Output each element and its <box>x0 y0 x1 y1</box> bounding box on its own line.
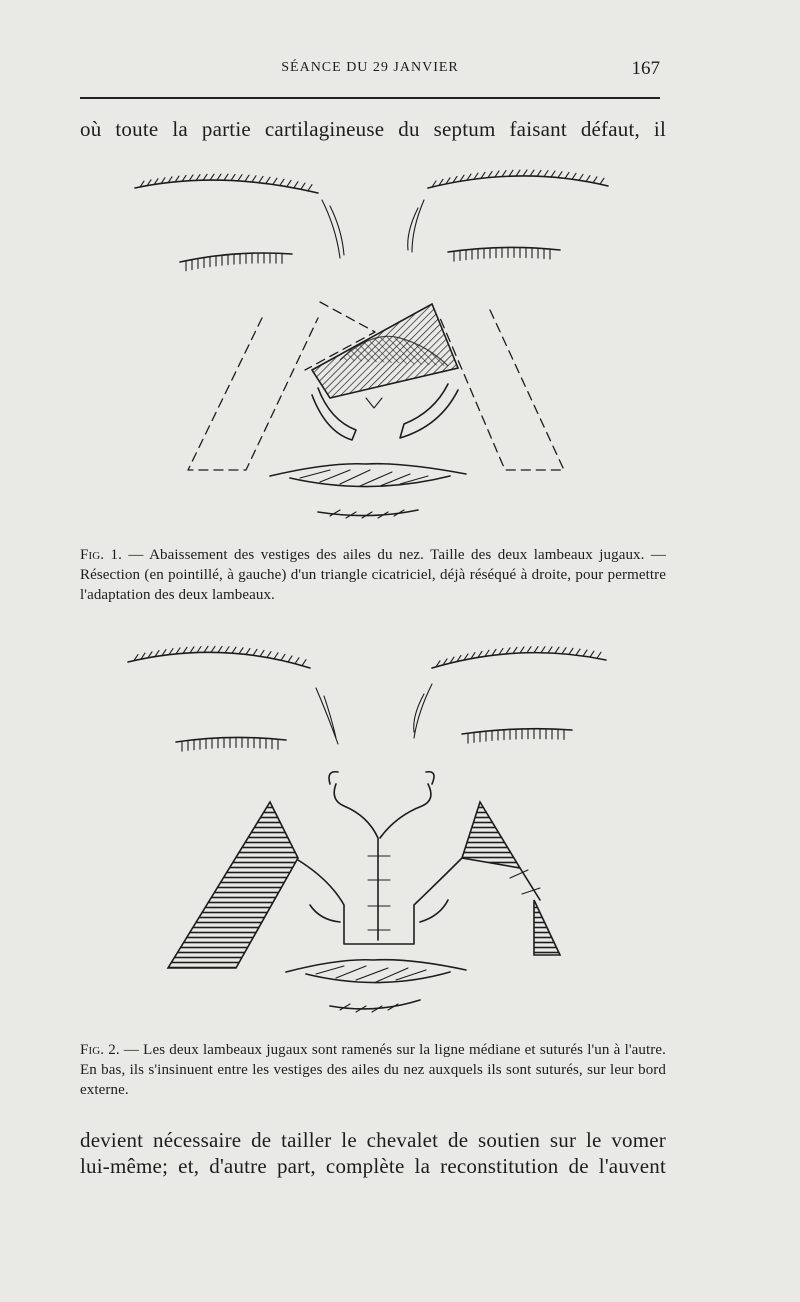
running-title: SÉANCE DU 29 JANVIER <box>281 60 459 75</box>
nose-bridge-lines <box>322 200 424 258</box>
right-eyebrow-2 <box>432 647 606 668</box>
nose-wing-remnants <box>312 304 458 440</box>
chin <box>318 510 418 518</box>
header-rule <box>80 97 660 99</box>
mouth-2 <box>286 960 466 983</box>
reconstructed-nose <box>298 772 462 944</box>
right-closed-eye <box>448 247 560 261</box>
right-closed-eye-2 <box>462 729 572 743</box>
right-cheek-flap <box>462 802 560 955</box>
nose-bridge-lines-2 <box>316 684 432 744</box>
figure-1-caption-text: — Abaissement des vestiges des ailes du nez. Taille des deux lambeaux jugaux. — Résection (en pointillé, à gauche) d'un triangle cicatriciel, déjà réséqué à droite, pour permettre l'adaptation des deux lambeaux. <box>80 547 667 603</box>
figure-2-caption-text: — Les deux lambeaux jugaux sont ramenés sur la ligne médiane et suturés l'un à l'autre. En bas, ils s'insinuent entre les vestiges des ailes du nez auxquels ils sont suturés, sur leur bord externe. <box>80 1042 666 1098</box>
left-cheek-flap <box>168 802 298 968</box>
body-text-top: où toute la partie cartilagineuse du septum faisant défaut, il <box>80 117 666 141</box>
figure-1-caption <box>80 545 666 605</box>
figure-1-label: Fig. 1. <box>80 547 122 563</box>
figure-2-caption <box>80 1040 666 1100</box>
left-closed-eye-2 <box>176 737 286 751</box>
chin-2 <box>330 1000 420 1012</box>
left-closed-eye <box>180 253 292 271</box>
page-number: 167 <box>631 58 660 79</box>
figure-2-label: Fig. 2. <box>80 1042 120 1058</box>
body-text-bottom-1: devient nécessaire de tailler le chevalet de soutien sur le vomer <box>80 1128 666 1152</box>
figure-2-illustration <box>0 640 800 1030</box>
mouth <box>270 464 466 487</box>
body-text-bottom-2: lui-même; et, d'autre part, complète la reconstitution de l'auvent <box>80 1154 666 1178</box>
left-eyebrow <box>135 174 318 193</box>
left-cheek-flap-outline <box>188 318 318 470</box>
left-eyebrow-2 <box>128 646 310 668</box>
right-eyebrow <box>428 170 608 188</box>
page-header <box>80 58 660 84</box>
figure-1-illustration <box>0 150 800 535</box>
